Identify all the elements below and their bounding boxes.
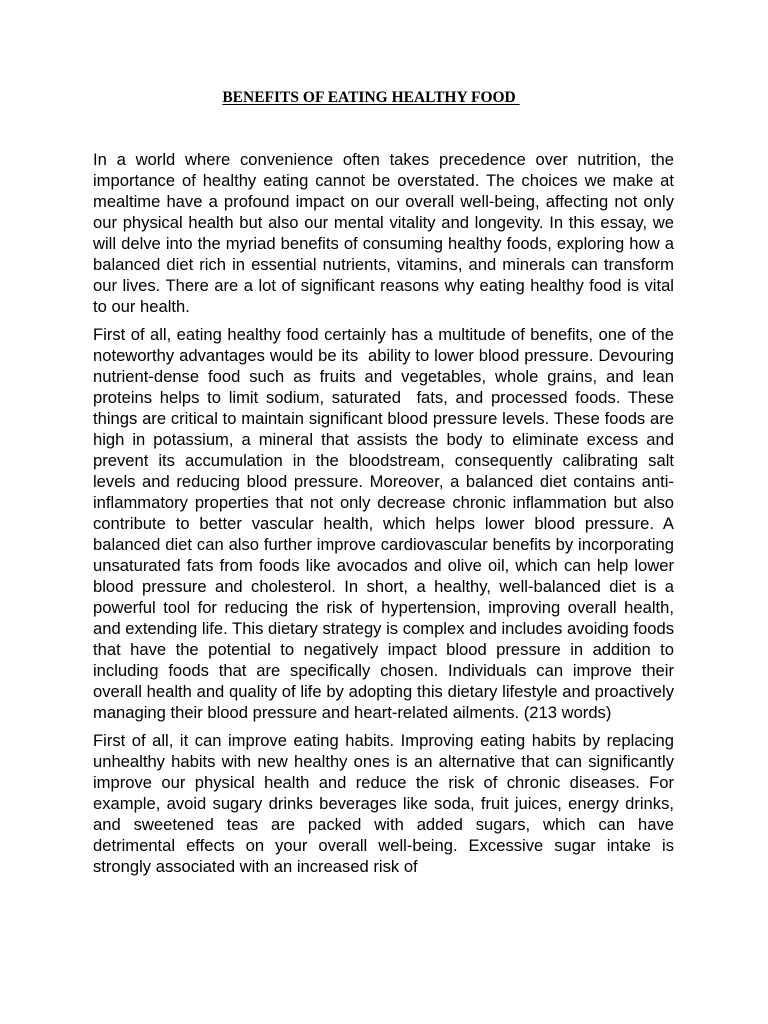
document-title: BENEFITS OF EATING HEALTHY FOOD: [222, 89, 520, 106]
paragraph-eating-habits: First of all, it can improve eating habits. Improving eating habits by replacing unhealthy habits with new healthy ones is an alternative that can significantly improve our physical health and reduce the risk of chronic diseases. For example, avoid sugary drinks beverages like soda, fruit juices, energy drinks, and sweetened teas are packed with added sugars, which can have detrimental effects on your overall well-being. Excessive sugar intake is strongly associated with an increased risk of: [93, 731, 679, 876]
paragraph-blood-pressure: First of all, eating healthy food certainly has a multitude of benefits, one of the noteworthy advantages would be its ability to lower blood pressure. Devouring nutrient-dense food such as fruits and vegetables, whole grains, and lean proteins helps to limit sodium, saturated fats, and processed foods. These things are critical to maintain significant blood pressure levels. These foods are high in potassium, a mineral that assists the body to eliminate excess and prevent its accumulation in the bloodstream, consequently calibrating salt levels and reducing blood pressure. Moreover, a balanced diet contains anti-inflammatory properties that not only decrease chronic inflammation but also contribute to better vascular health, which helps lower blood pressure. A balanced diet can also further improve cardiovascular benefits by incorporating unsaturated fats from foods like avocados and olive oil, which can help lower blood pressure and cholesterol. In short, a healthy, well-balanced diet is a powerful tool for reducing the risk of hypertension, improving overall health, and extending life. This dietary strategy is complex and includes avoiding foods that have the potential to negatively impact blood pressure in addition to including foods that are specifically chosen. Individuals can improve their overall health and quality of life by adopting this dietary lifestyle and proactively managing their blood pressure and heart-related ailments. (213 words): [93, 325, 679, 722]
paragraph-introduction: In a world where convenience often takes precedence over nutrition, the importance of healthy eating cannot be overstated. The choices we make at mealtime have a profound impact on our overall well-being, affecting not only our physical health but also our mental vitality and longevity. In this essay, we will delve into the myriad benefits of consuming healthy foods, exploring how a balanced diet rich in essential nutrients, vitamins, and minerals can transform our lives. There are a lot of significant reasons why eating healthy food is vital to our health.: [93, 150, 679, 316]
document-body: [93, 149, 679, 884]
